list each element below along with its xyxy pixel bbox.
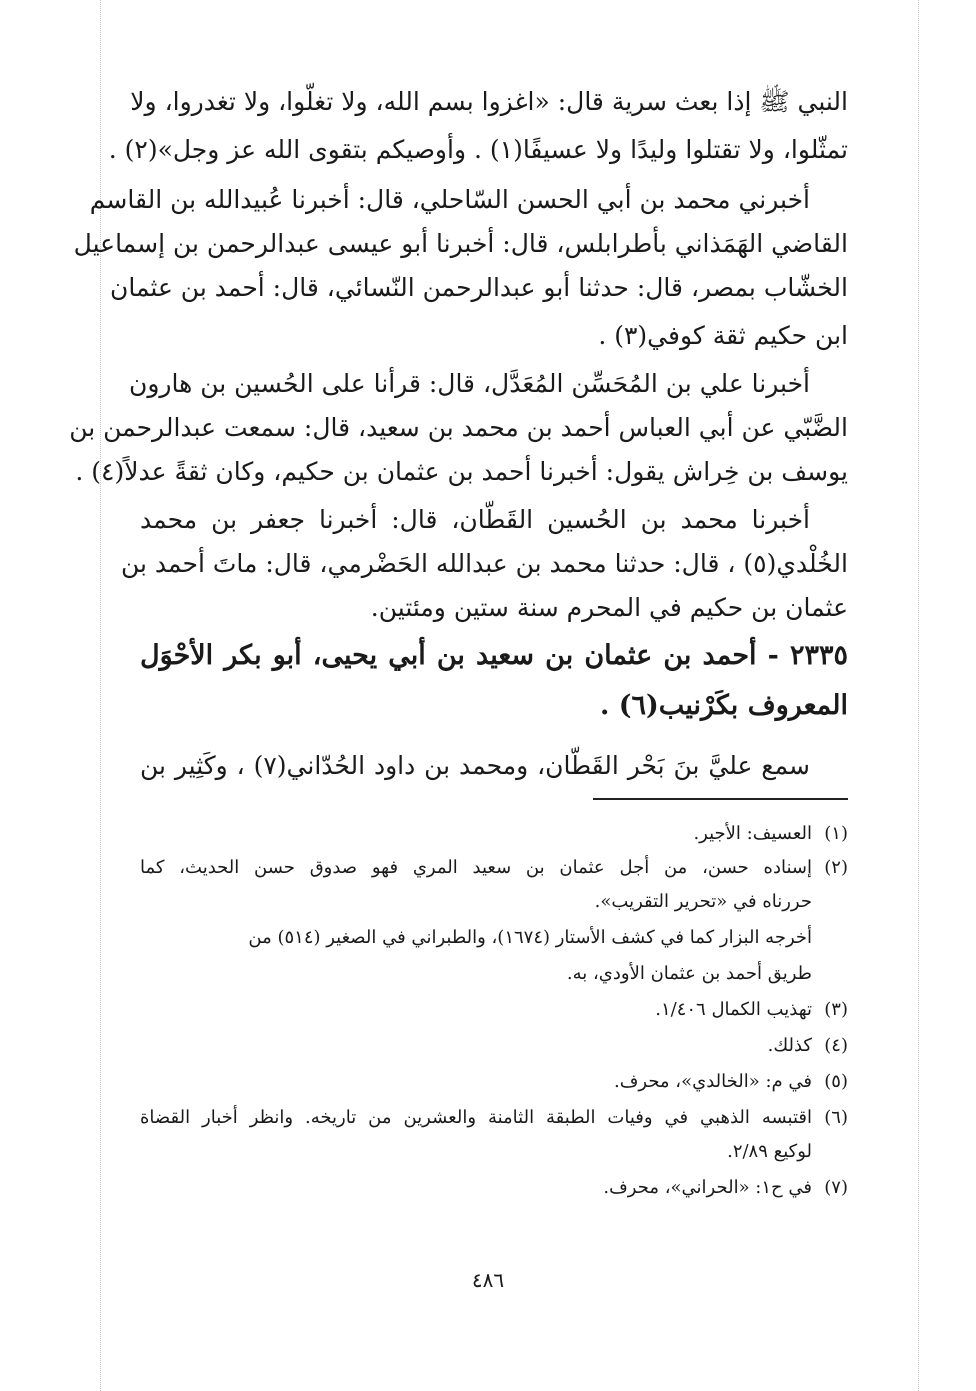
footnote-text: في م: «الخالدي»، محرف.	[614, 1071, 812, 1092]
footnote-number: (٥)	[824, 1071, 848, 1092]
body-line: أخبرنا علي بن المُحَسِّن المُعَدَّل، قال: قرأنا على الحُسين بن هارون	[128, 369, 810, 398]
body-line: أخبرني محمد بن أبي الحسن السّاحلي، قال: أخبرنا عُبيدالله بن القاسم	[89, 185, 810, 214]
body-line: تمثّلوا، ولا تقتلوا وليدًا ولا عسيفًا(١) . وأوصيكم بتقوى الله عز وجل»(٢) .	[108, 135, 848, 164]
footnote-text: حررناه في «تحرير التقريب».	[594, 891, 812, 912]
body-line: القاضي الهَمَذاني بأطرابلس، قال: أخبرنا أبو عيسى عبدالرحمن بن إسماعيل	[73, 229, 848, 258]
footnote	[140, 1102, 848, 1134]
footnote-number: (٤)	[824, 1035, 848, 1056]
footnote-text: كذلك.	[767, 1035, 812, 1056]
footnote	[140, 958, 848, 990]
footnote	[140, 922, 848, 954]
footnote	[140, 886, 848, 918]
footnote-text: أخرجه البزار كما في كشف الأستار (١٦٧٤)، والطبراني في الصغير (٥١٤) من	[248, 927, 812, 948]
entry-heading: المعروف بكَرْنيب(٦) .	[599, 690, 848, 721]
footnote	[140, 1136, 848, 1168]
body-line: عثمان بن حكيم في المحرم سنة ستين ومئتين.	[370, 593, 848, 622]
footnote	[140, 994, 848, 1026]
footnote-text: تهذيب الكمال ١/٤٠٦.	[655, 999, 812, 1020]
body-line: النبي ﷺ إذا بعث سرية قال: «اغزوا بسم الله، ولا تغلّوا، ولا تغدروا، ولا	[130, 87, 848, 116]
footnote-separator	[593, 798, 848, 800]
footnote	[140, 1172, 848, 1204]
footnote	[140, 852, 848, 884]
entry-heading: ٢٣٣٥ - أحمد بن عثمان بن سعيد بن أبي يحيى، أبو بكر الأحْوَل	[140, 640, 848, 671]
footnote-text: في ح١: «الحراني»، محرف.	[603, 1177, 812, 1198]
body-line: ابن حكيم ثقة كوفي(٣) .	[598, 321, 848, 350]
body-line: أخبرنا محمد بن الحُسين القَطّان، قال: أخبرنا جعفر بن محمد	[140, 505, 810, 534]
footnote-text: لوكيع ٢/٨٩.	[727, 1141, 812, 1162]
footnote-number: (١)	[824, 823, 848, 844]
footnote-number: (٢)	[824, 857, 848, 878]
footnote-number: (٦)	[824, 1107, 848, 1128]
page-number: ٤٨٦	[471, 1268, 505, 1292]
footnote-number: (٧)	[824, 1177, 848, 1198]
footnote-text: إسناده حسن، من أجل عثمان بن سعيد المري فهو صدوق حسن الحديث، كما	[140, 857, 812, 878]
footnote	[140, 1030, 848, 1062]
scan-edge-mark	[918, 0, 919, 1391]
footnote-text: اقتبسه الذهبي في وفيات الطبقة الثامنة والعشرين من تاريخه. وانظر أخبار القضاة	[140, 1107, 812, 1128]
body-line: الخُلْدي(٥) ، قال: حدثنا محمد بن عبدالله الحَضْرمي، قال: ماتَ أحمد بن	[120, 549, 848, 578]
body-line: يوسف بن خِراش يقول: أخبرنا أحمد بن عثمان بن حكيم، وكان ثقةً عدلاً(٤) .	[75, 457, 848, 486]
body-line: الضَّبّي عن أبي العباس أحمد بن محمد بن سعيد، قال: سمعت عبدالرحمن بن	[69, 413, 848, 442]
footnote	[140, 1066, 848, 1098]
footnote-text: العسيف: الأجير.	[693, 823, 812, 844]
footnote	[140, 818, 848, 850]
body-line: سمع عليَّ بنَ بَحْر القَطّان، ومحمد بن داود الحُدّاني(٧) ، وكَثِير بن	[140, 751, 810, 780]
footnote-number: (٣)	[824, 999, 848, 1020]
body-line: الخشّاب بمصر، قال: حدثنا أبو عبدالرحمن النّسائي، قال: أحمد بن عثمان	[109, 273, 848, 302]
footnote-text: طريق أحمد بن عثمان الأودي، به.	[566, 963, 812, 984]
